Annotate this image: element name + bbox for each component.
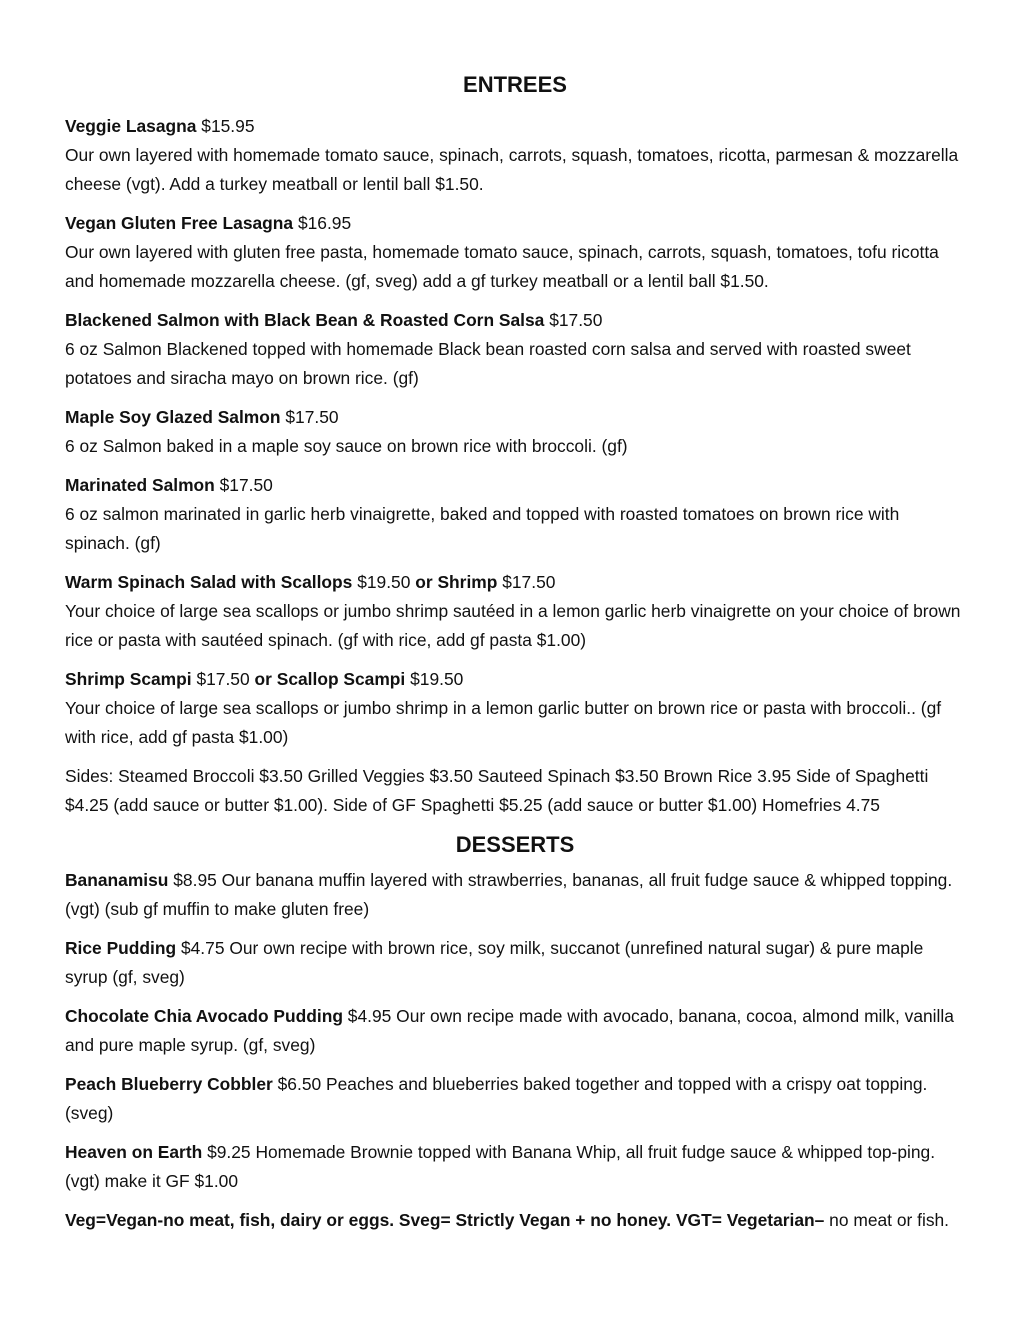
- item-alt-price: $19.50: [410, 669, 464, 689]
- dessert-item-chia-pudding: [65, 1002, 965, 1060]
- item-name: Warm Spinach Salad with Scallops: [65, 572, 353, 592]
- item-price: $9.25: [207, 1142, 251, 1162]
- dessert-item-rice-pudding: [65, 934, 965, 992]
- menu-page: [65, 70, 965, 1235]
- item-price: $16.95: [297, 213, 352, 233]
- menu-item-blackened-salmon: [65, 306, 965, 393]
- item-price: $8.95: [173, 870, 217, 890]
- item-price: $17.50: [285, 407, 339, 427]
- item-name: Bananamisu: [65, 870, 169, 890]
- item-name: Peach Blueberry Cobbler: [65, 1074, 273, 1094]
- item-price: $17.50: [549, 310, 603, 330]
- item-alt-name: or Shrimp: [415, 572, 498, 592]
- dessert-item-peach-cobbler: [65, 1070, 965, 1128]
- item-description: 6 oz salmon marinated in garlic herb vinaigrette, baked and topped with roasted tomatoes on brown rice with spinach. (gf): [65, 504, 900, 553]
- menu-item-veggie-lasagna: [65, 112, 965, 199]
- item-price: $17.50: [219, 475, 273, 495]
- item-name: Shrimp Scampi: [65, 669, 192, 689]
- legend-bold-text: Veg=Vegan-no meat, fish, dairy or eggs. Sveg= Strictly Vegan + no honey. VGT= Vegetarian–: [65, 1210, 825, 1230]
- item-name: Maple Soy Glazed Salmon: [65, 407, 281, 427]
- menu-item-marinated-salmon: [65, 471, 965, 558]
- item-price: $4.75: [180, 938, 225, 958]
- item-alt-price: $17.50: [502, 572, 556, 592]
- item-price: $19.50: [357, 572, 411, 592]
- menu-item-warm-spinach-salad: [65, 568, 965, 655]
- dessert-item-heaven-on-earth: [65, 1138, 965, 1196]
- item-price: $15.95: [201, 116, 255, 136]
- item-name: Blackened Salmon with Black Bean & Roasted Corn Salsa: [65, 310, 545, 330]
- item-name: Chocolate Chia Avocado Pudding: [65, 1006, 343, 1026]
- sides-list: Sides: Steamed Broccoli $3.50 Grilled Veggies $3.50 Sauteed Spinach $3.50 Brown Rice 3.95 Side of Spaghetti $4.25 (add sauce or butter $1.00). Side of GF Spaghetti $5.25 (add sauce or butter $1.00) Homefries 4.75: [65, 766, 929, 815]
- item-name: Heaven on Earth: [65, 1142, 203, 1162]
- menu-item-shrimp-scampi: [65, 665, 965, 752]
- item-name: Rice Pudding: [65, 938, 177, 958]
- item-name: Vegan Gluten Free Lasagna: [65, 213, 294, 233]
- item-description: Our own layered with gluten free pasta, homemade tomato sauce, spinach, carrots, squash, tomatoes, tofu ricotta and homemade mozzarella cheese. (gf, sveg) add a gf turkey meatball or a lentil ball $1.50.: [65, 242, 939, 291]
- dessert-item-bananamisu: [65, 866, 965, 924]
- item-price: $6.50: [277, 1074, 322, 1094]
- item-price: $17.50: [196, 669, 250, 689]
- item-alt-name: or Scallop Scampi: [254, 669, 406, 689]
- item-description: Homemade Brownie topped with Banana Whip, all fruit fudge sauce & whipped top-ping. (vgt) make it GF $1.00: [65, 1142, 936, 1191]
- item-description: 6 oz Salmon baked in a maple soy sauce on brown rice with broccoli. (gf): [65, 436, 628, 456]
- item-description: Our own layered with homemade tomato sauce, spinach, carrots, squash, tomatoes, ricotta, parmesan & mozzarella cheese (vgt). Add a turkey meatball or lentil ball $1.50.: [65, 145, 959, 194]
- item-description: Our own recipe made with avocado, banana, cocoa, almond milk, vanilla and pure maple syrup. (gf, sveg): [65, 1006, 954, 1055]
- item-price: $4.95: [347, 1006, 392, 1026]
- legend-rest-text: no meat or fish.: [824, 1210, 950, 1230]
- desserts-heading: DESSERTS: [455, 832, 575, 857]
- entrees-heading: ENTREES: [463, 72, 567, 97]
- menu-item-maple-soy-salmon: [65, 403, 965, 461]
- item-description: Our own recipe with brown rice, soy milk, succanot (unrefined natural sugar) & pure maple syrup (gf, sveg): [65, 938, 924, 987]
- item-description: Your choice of large sea scallops or jumbo shrimp sautéed in a lemon garlic herb vinaigrette on your choice of brown rice or pasta with sautéed spinach. (gf with rice, add gf pasta $1.00): [65, 601, 961, 650]
- item-description: 6 oz Salmon Blackened topped with homemade Black bean roasted corn salsa and served with roasted sweet potatoes and siracha mayo on brown rice. (gf): [65, 339, 911, 388]
- item-name: Veggie Lasagna: [65, 116, 197, 136]
- item-description: Our banana muffin layered with strawberries, bananas, all fruit fudge sauce & whipped topping. (vgt) (sub gf muffin to make gluten free): [65, 870, 953, 919]
- diet-legend: [65, 1206, 965, 1235]
- item-name: Marinated Salmon: [65, 475, 215, 495]
- menu-item-vegan-gf-lasagna: [65, 209, 965, 296]
- item-description: Peaches and blueberries baked together and topped with a crispy oat topping. (sveg): [65, 1074, 928, 1123]
- item-description: Your choice of large sea scallops or jumbo shrimp in a lemon garlic butter on brown rice or pasta with broccoli.. (gf with rice, add gf pasta $1.00): [65, 698, 942, 747]
